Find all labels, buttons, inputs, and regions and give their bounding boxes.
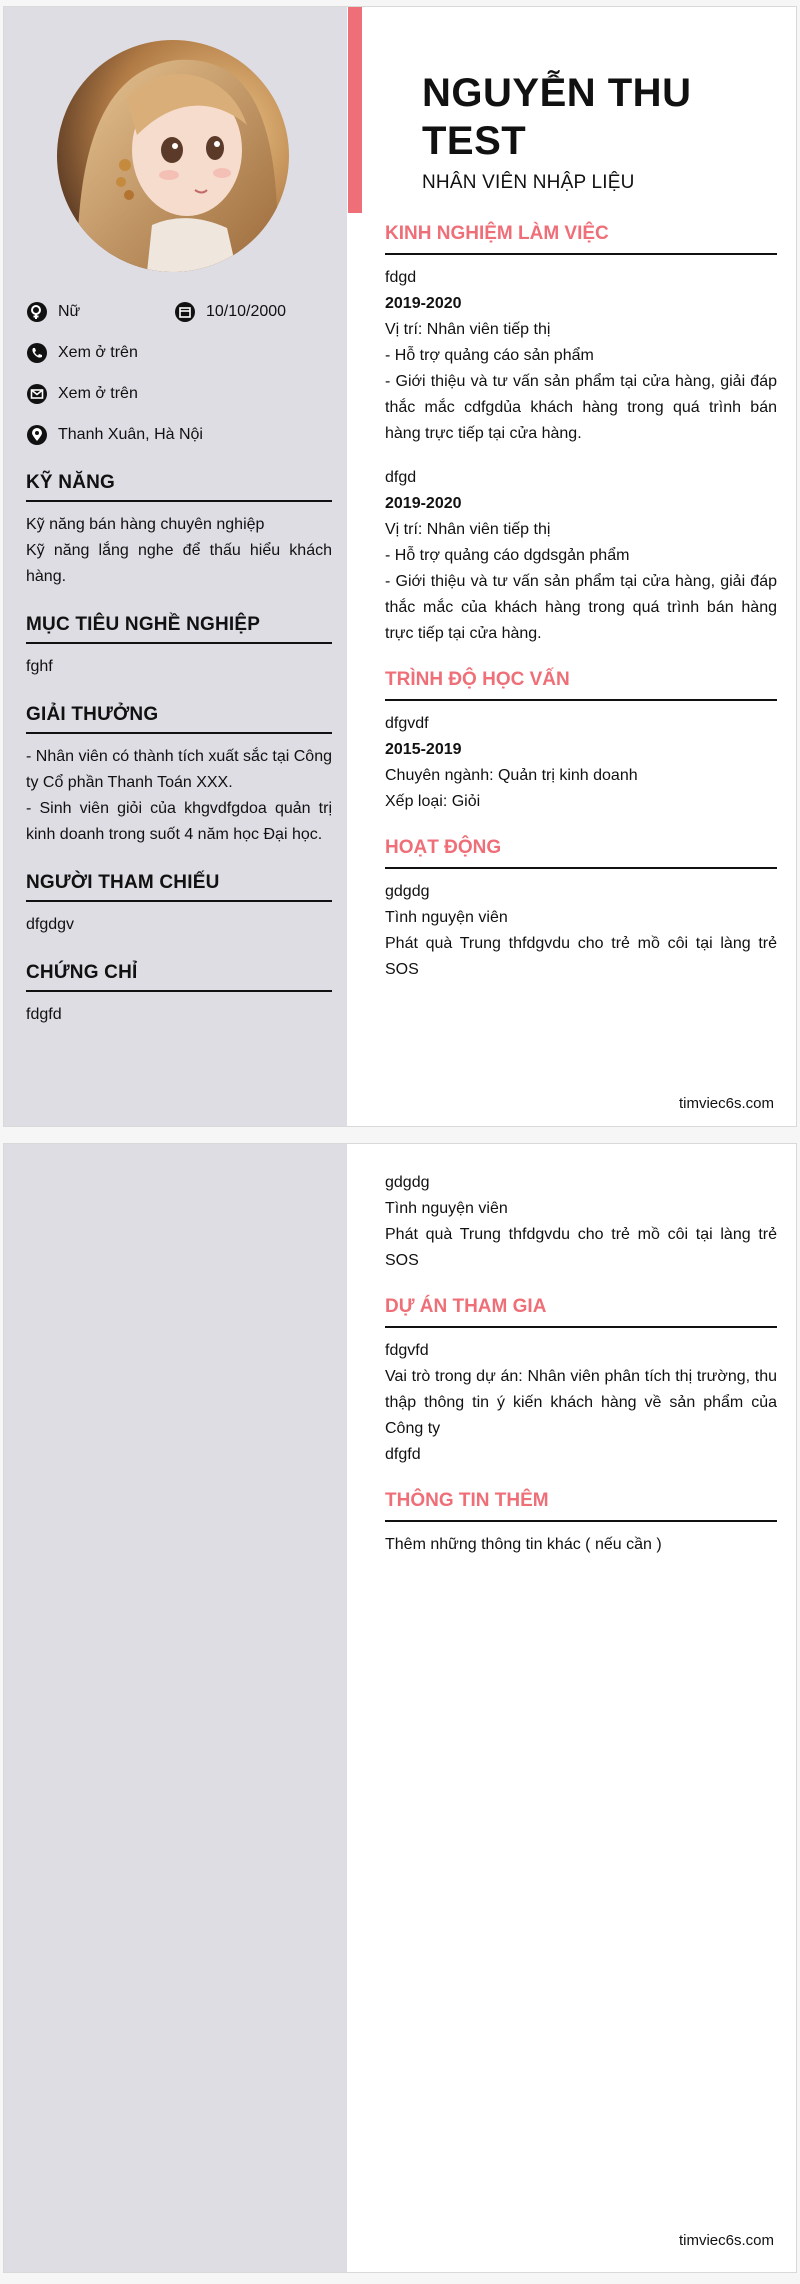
email-row xyxy=(26,383,138,405)
birthday-icon xyxy=(174,301,196,323)
awards-section xyxy=(26,704,332,848)
experience-duty: - Hỗ trợ quảng cáo dgdsgản phẩm xyxy=(385,547,630,564)
accent-bar xyxy=(348,7,362,213)
experience-company: fdgd xyxy=(385,269,417,286)
skill-item: Kỹ năng bán hàng chuyên nghiệp xyxy=(26,516,265,533)
gender-value: Nữ xyxy=(58,303,81,320)
awards-heading: GIẢI THƯỞNG xyxy=(26,704,332,734)
activity-org: gdgdg xyxy=(385,883,430,900)
cv-page-1 xyxy=(3,6,797,1127)
projects-heading: DỰ ÁN THAM GIA xyxy=(385,1296,777,1328)
education-major: Chuyên ngành: Quản trị kinh doanh xyxy=(385,767,638,784)
education-period: 2015-2019 xyxy=(385,741,462,758)
experience-position: Vị trí: Nhân viên tiếp thị xyxy=(385,321,551,338)
certificates-section xyxy=(26,962,332,1028)
activities-continued xyxy=(385,1170,777,1274)
experience-duty: - Giới thiệu và tư vấn sản phẩm tại cửa hàng, giải đáp thắc mắc cdfgdủa khách hàng trong quá trình bán hàng trực tiếp tại cửa hàng. xyxy=(385,373,777,442)
education-grade: Xếp loại: Giỏi xyxy=(385,793,481,810)
footer-site-link[interactable]: timviec6s.com xyxy=(678,2232,774,2249)
activity-org: gdgdg xyxy=(385,1174,430,1191)
objective-text: fghf xyxy=(26,658,53,675)
project-name: fdgvfd xyxy=(385,1342,429,1359)
skills-heading: KỸ NĂNG xyxy=(26,472,332,502)
experience-position: Vị trí: Nhân viên tiếp thị xyxy=(385,521,551,538)
education-school: dfgvdf xyxy=(385,715,429,732)
address-value: Thanh Xuân, Hà Nội xyxy=(58,426,203,443)
gender-row xyxy=(26,301,80,323)
experience-company: dfgd xyxy=(385,469,417,486)
birthday-row xyxy=(174,301,286,323)
references-section xyxy=(26,872,332,938)
experience-entry xyxy=(385,265,777,447)
experience-heading: KINH NGHIỆM LÀM VIỆC xyxy=(385,223,777,255)
activity-description: Phát quà Trung thfdgvdu cho trẻ mồ côi tại làng trẻ SOS xyxy=(385,935,777,978)
gender-icon xyxy=(26,301,48,323)
more-info-heading: THÔNG TIN THÊM xyxy=(385,1490,777,1522)
more-info-text: Thêm những thông tin khác ( nếu cần ) xyxy=(385,1536,662,1553)
education-heading: TRÌNH ĐỘ HỌC VẤN xyxy=(385,669,777,701)
sidebar-sections xyxy=(26,472,332,1052)
activity-role: Tình nguyện viên xyxy=(385,909,508,926)
avatar-illustration xyxy=(57,40,289,272)
cv-page-2 xyxy=(3,1143,797,2273)
email-icon xyxy=(26,383,48,405)
more-info-section xyxy=(385,1490,777,1558)
sidebar xyxy=(4,1144,347,2272)
objective-section xyxy=(26,614,332,680)
experience-duty: - Hỗ trợ quảng cáo sản phẩm xyxy=(385,347,594,364)
activity-role: Tình nguyện viên xyxy=(385,1200,508,1217)
birthday-value: 10/10/2000 xyxy=(206,303,287,320)
location-icon xyxy=(26,424,48,446)
candidate-name: NGUYỄN THU TEST xyxy=(422,71,692,163)
certificates-text: fdgfd xyxy=(26,1006,62,1023)
award-item: - Sinh viên giỏi của khgvdfgdoa quản trị kinh doanh trong suốt 4 năm học Đại học. xyxy=(26,800,332,843)
job-title: NHÂN VIÊN NHẬP LIỆU xyxy=(422,172,635,193)
experience-section xyxy=(385,223,777,647)
references-heading: NGƯỜI THAM CHIẾU xyxy=(26,872,332,902)
phone-icon xyxy=(26,342,48,364)
address-row xyxy=(26,424,203,446)
skills-section xyxy=(26,472,332,590)
project-extra: dfgfd xyxy=(385,1446,421,1463)
projects-section xyxy=(385,1296,777,1468)
phone-value: Xem ở trên xyxy=(58,344,138,361)
references-text: dfgdgv xyxy=(26,916,75,933)
main-column xyxy=(385,1170,777,1580)
skill-item: Kỹ năng lắng nghe để thấu hiểu khách hàng. xyxy=(26,542,332,585)
experience-entry xyxy=(385,465,777,647)
award-item: - Nhân viên có thành tích xuất sắc tại Công ty Cổ phần Thanh Toán XXX. xyxy=(26,748,332,791)
education-section xyxy=(385,669,777,815)
objective-heading: MỤC TIÊU NGHỀ NGHIỆP xyxy=(26,614,332,644)
project-role: Vai trò trong dự án: Nhân viên phân tích thị trường, thu thập thông tin ý kiến khách hàng về sản phẩm của Công ty xyxy=(385,1368,777,1437)
avatar xyxy=(57,40,289,272)
activity-description: Phát quà Trung thfdgvdu cho trẻ mồ côi tại làng trẻ SOS xyxy=(385,1226,777,1269)
experience-period: 2019-2020 xyxy=(385,295,462,312)
experience-duty: - Giới thiệu và tư vấn sản phẩm tại cửa hàng, giải đáp thắc mắc của khách hàng trong quá trình bán hàng trực tiếp tại cửa hàng. xyxy=(385,573,777,642)
footer-site-link[interactable]: timviec6s.com xyxy=(678,1095,774,1112)
phone-row xyxy=(26,342,138,364)
experience-period: 2019-2020 xyxy=(385,495,462,512)
certificates-heading: CHỨNG CHỈ xyxy=(26,962,332,992)
main-column xyxy=(385,223,777,1005)
activities-heading: HOẠT ĐỘNG xyxy=(385,837,777,869)
email-value: Xem ở trên xyxy=(58,385,138,402)
activities-section xyxy=(385,837,777,983)
